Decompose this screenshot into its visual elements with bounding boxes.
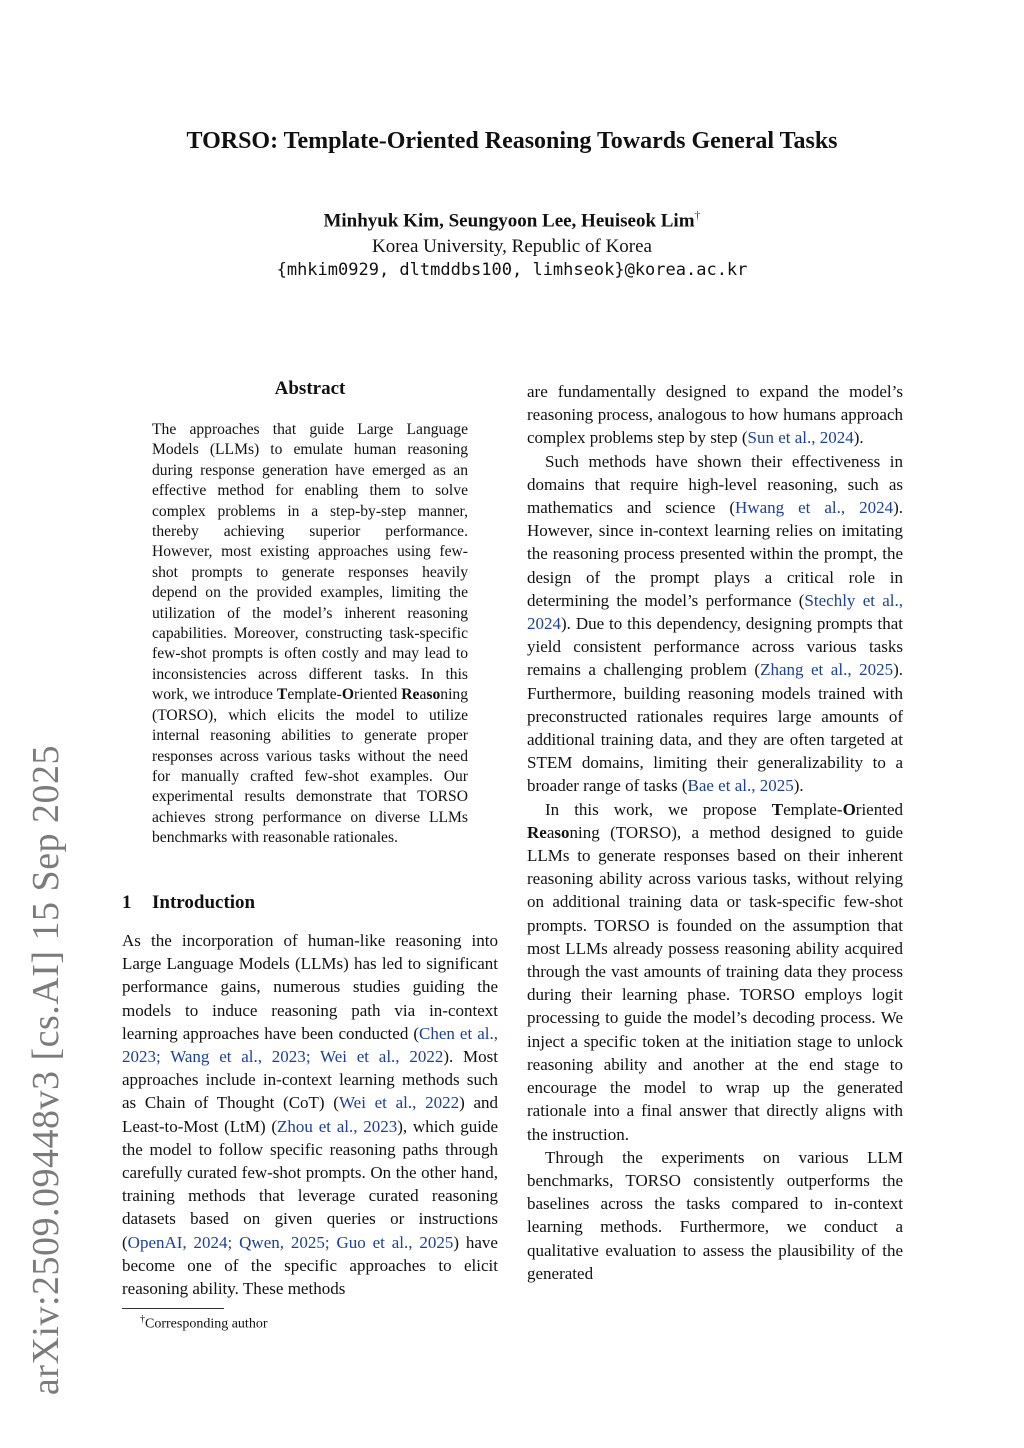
body-text: ). Due to this dependency, designing prompts that yield consistent performance across various tasks remains a challenging problem ( — [527, 614, 903, 680]
citation-link[interactable]: Qwen, 2025 — [239, 1232, 325, 1252]
citation-link[interactable]: OpenAI, 2024 — [127, 1232, 228, 1252]
body-text: riented — [855, 799, 903, 819]
intro-text: ). Most approaches include in-context learning methods such as Chain of Thought (CoT) ( — [122, 1047, 498, 1113]
body-text: emplate- — [783, 799, 843, 819]
paper-title: TORSO: Template-Oriented Reasoning Towards General Tasks — [186, 128, 838, 154]
citation-link[interactable]: Chen et al., 2023 — [122, 1023, 498, 1067]
section-heading-introduction — [122, 892, 255, 914]
section-number: 1 — [122, 892, 132, 913]
right-column — [527, 380, 903, 1285]
body-text: ). However, since in-context learning relies on imitating the reasoning process presented within the prompt, the design of the prompt plays a critical role in determining the model’s performance ( — [527, 498, 904, 610]
intro-text: ), which guide the model to follow specific reasoning paths through carefully curated few-shot prompts. On the other hand, training methods that leverage curated reasoning datasets based on given queries or instructions ( — [122, 1116, 498, 1252]
footnote-text: Corresponding author — [145, 1316, 268, 1332]
body-text: Such methods have shown their effectiveness in domains that require high-level reasoning, such as mathematics and science ( — [527, 451, 903, 518]
acronym-a-rest: a — [419, 686, 427, 704]
acronym-t: T — [276, 686, 288, 704]
paragraph: Through the experiments on various LLM benchmarks, TORSO consistently outperforms the baselines across the tasks compared to in-context learning methods. Furthermore, we conduct a qualitative evaluation to assess the plausibility of the generated — [527, 1147, 903, 1283]
body-text: In this work, we propose — [545, 799, 772, 819]
abstract-text: The approaches that guide Large Language Models (LLMs) to emulate human reasoning during response generation have emerged as an effective method for enabling them to solve complex problems in a step-by-step manner, thereby achieving superior performance. However, most existing approaches using few-shot prompts to generate responses heavily depend on the provided examples, limiting the utilization of the model’s inherent reasoning capabilities. Moreover, constructing task-specific few-shot prompts is often costly and may lead to inconsistencies across different tasks. In this work, we introduce — [152, 421, 468, 704]
footnote-rule — [122, 1308, 224, 1309]
intro-text: ) and Least-to-Most (LtM) ( — [122, 1093, 498, 1136]
acronym-re: Re — [527, 822, 547, 842]
abstract-text-end: ning (TORSO), which elicits the model to utilize internal reasoning abilities to generate proper responses across various tasks without the need for manually crafted few-shot examples. Our experimental results demonstrate that TORSO achieves strong performance on diverse LLMs benchmarks with reasonable rationales. — [152, 686, 468, 847]
intro-paragraph: As the incorporation of human-like reasoning into Large Language Models (LLMs) has led to significant performance gains, numerous studies guiding the models to induce reasoning path via in-context learning approaches have been conducted (Chen et al., 2023; Wang et al., 2023; Wei et al., 2022). Most approaches include in-context learning methods such as Chain of Thought (CoT) (Wei et al., 2022) and Least-to-Most (LtM) (Zhou et al., 2023), which guide the model to follow specific reasoning paths through carefully curated few-shot prompts. On the other hand, training methods that leverage curated reasoning datasets based on given queries or instructions (OpenAI, 2024; Qwen, 2025; Guo et al., 2025) have become one of the specific approaches to elicit reasoning ability. These methods — [122, 931, 498, 1299]
citation-link[interactable]: Wei et al., 2022 — [320, 1047, 444, 1067]
paragraph — [527, 380, 903, 450]
citation-link[interactable]: Sun et al., 2024 — [747, 428, 854, 448]
body-text: a — [546, 822, 555, 842]
acronym-t: T — [771, 799, 784, 819]
footnote-mark: † — [140, 1314, 145, 1325]
paragraph — [527, 798, 903, 1146]
citation-link[interactable]: Stechly et al., 2024 — [527, 590, 904, 634]
acronym-so: so — [554, 822, 570, 842]
author-list — [0, 208, 1024, 232]
paragraph — [527, 450, 903, 798]
abstract-heading: Abstract — [274, 378, 346, 399]
arxiv-identifier: arXiv:2509.09448v3 [cs.AI] 15 Sep 2025 — [25, 744, 67, 1396]
body-text: ). — [793, 776, 804, 796]
acronym-t-rest: emplate- — [287, 686, 342, 704]
citation-link[interactable]: Bae et al., 2025 — [687, 776, 794, 796]
affiliation: Korea University, Republic of Korea — [372, 236, 652, 257]
citation-link[interactable]: Wang et al., 2023 — [170, 1047, 306, 1067]
citation-link[interactable]: Wei et al., 2022 — [338, 1093, 460, 1113]
acronym-o: O — [341, 686, 355, 704]
citation-link[interactable]: Hwang et al., 2024 — [735, 498, 894, 518]
acronym-o-rest: riented — [354, 686, 402, 704]
citation-link[interactable]: Zhou et al., 2023 — [277, 1116, 398, 1136]
citation-link[interactable]: Guo et al., 2025 — [336, 1232, 454, 1252]
section-title: Introduction — [152, 892, 256, 913]
corresponding-mark: † — [694, 208, 701, 222]
abstract-body — [152, 420, 468, 849]
intro-text: ) have become one of the specific approaches to elicit reasoning ability. These methods — [122, 1232, 498, 1299]
footnote — [140, 1314, 267, 1333]
body-text: ). — [853, 428, 864, 448]
body-text: are fundamentally designed to expand the model’s reasoning process, analogous to how humans approach complex problems step by step ( — [527, 382, 903, 448]
acronym-re: Re — [401, 686, 420, 704]
author-emails: {mhkim0929, dltmddbs100, limhseok}@korea.ac.kr — [276, 260, 748, 280]
citation-link[interactable]: Zhang et al., 2025 — [760, 660, 894, 680]
acronym-o: O — [842, 799, 856, 819]
intro-text: As the incorporation of human-like reasoning into Large Language Models (LLMs) has led to significant performance gains, numerous studies guiding the models to induce reasoning path via in-context learning approaches have been conducted ( — [122, 931, 498, 1043]
author-names: Minhyuk Kim, Seungyoon Lee, Heuiseok Lim — [323, 210, 695, 232]
body-text: ning (TORSO), a method designed to guide LLMs to generate responses based on their inherent reasoning ability across various tasks, without relying on additional training data or task-specific few-shot prompts. TORSO is founded on the assumption that most LLMs already possess reasoning ability acquired through the vast amounts of training data they process during their learning phase. TORSO employs logit processing to guide the model’s decoding process. We inject a specific token at the initiation stage to unlock reasoning ability and another at the end stage to encourage the model to wrap up the generated rationale into a final answer that directly aligns with the instruction. — [527, 822, 903, 1144]
acronym-so: so — [426, 686, 441, 704]
arxiv-sidebar — [18, 360, 74, 1396]
body-text: ). Furthermore, building reasoning models trained with preconstructed rationales requires large amounts of additional training data, and they are often targeted at STEM domains, limiting their generalizability to a broader range of tasks ( — [527, 660, 904, 796]
